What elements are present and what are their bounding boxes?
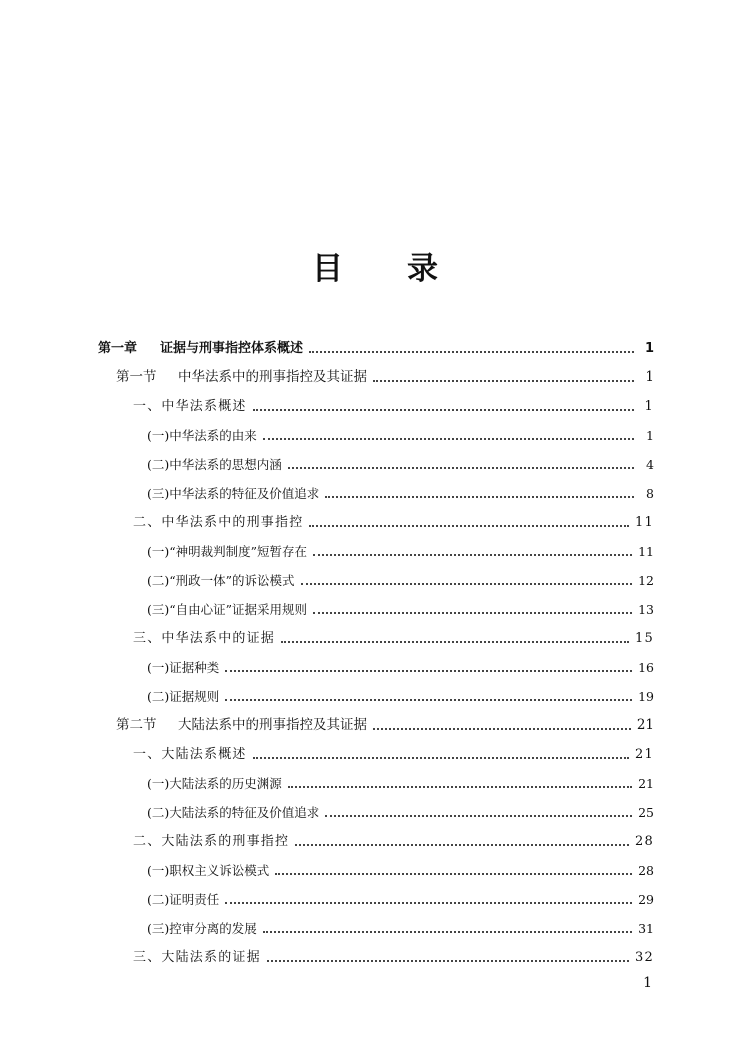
page-number: 1: [643, 975, 652, 991]
dot-leader: [225, 901, 632, 904]
dot-leader: [225, 669, 632, 672]
toc-entry-page: 21: [636, 717, 654, 733]
toc-entry-label: [147, 595, 307, 624]
dot-leader: [288, 785, 632, 788]
toc-entry-text: (三)控审分离的发展: [147, 921, 257, 936]
toc-entry[interactable]: [0, 740, 750, 769]
toc-entry[interactable]: [0, 450, 750, 479]
dot-leader: [373, 379, 634, 382]
toc-entry[interactable]: [0, 856, 750, 885]
toc-entry-text: (三)中华法系的特征及价值追求: [147, 486, 320, 501]
toc-entry-page: 31: [638, 921, 654, 936]
toc-entry[interactable]: [0, 421, 750, 450]
toc-entry-label: [98, 334, 303, 363]
dot-leader: [263, 930, 632, 933]
toc-entry[interactable]: [0, 711, 750, 740]
dot-leader: [313, 553, 632, 556]
toc-entry-label: [133, 392, 247, 421]
toc-entry-label: [147, 798, 319, 827]
toc-entry-text: (一)证据种类: [147, 660, 220, 675]
toc-entry-label: [147, 479, 319, 508]
toc-entry-label: [133, 740, 247, 769]
dot-leader: [281, 640, 629, 643]
toc-entry-page: 11: [638, 544, 654, 559]
toc-entry-text: (二)证明责任: [147, 892, 220, 907]
toc-entry[interactable]: [0, 885, 750, 914]
toc-entry-text: (一)中华法系的由来: [147, 428, 257, 443]
toc-entry-label: [133, 827, 289, 856]
toc-entry[interactable]: [0, 566, 750, 595]
dot-leader: [225, 698, 632, 701]
toc-entry-number: 第一节: [116, 369, 157, 385]
toc-entry-page: 4: [646, 457, 654, 472]
toc-entry-page: 28: [635, 834, 654, 849]
title-char-2: 录: [407, 251, 438, 287]
toc-entry-page: 12: [638, 573, 654, 588]
toc-entry[interactable]: [0, 943, 750, 972]
toc-entry-label: [147, 885, 219, 914]
toc-entry[interactable]: [0, 798, 750, 827]
toc-entry-label: [147, 537, 307, 566]
toc-entry-page: 21: [638, 776, 654, 791]
toc-entry-page: 15: [635, 631, 654, 646]
toc-entry[interactable]: [0, 827, 750, 856]
toc-entry-text: (三)“自由心证”证据采用规则: [147, 602, 308, 617]
dot-leader: [301, 582, 633, 585]
toc-entry-number: 第二节: [116, 717, 157, 733]
toc-entry-text: (一)大陆法系的历史渊源: [147, 776, 282, 791]
toc-entry-text: 二、大陆法系的刑事指控: [133, 834, 290, 849]
dot-leader: [253, 756, 629, 759]
dot-leader: [325, 495, 634, 498]
toc-entry[interactable]: [0, 769, 750, 798]
toc-entry-text: 证据与刑事指控体系概述: [160, 341, 304, 356]
toc-entry-page: 25: [638, 805, 654, 820]
toc-entry-label: [147, 421, 257, 450]
toc-entry[interactable]: [0, 537, 750, 566]
toc-entry[interactable]: [0, 624, 750, 653]
toc-entry-text: 二、中华法系中的刑事指控: [133, 515, 304, 530]
toc-entry-label: [147, 653, 219, 682]
toc-entry[interactable]: [0, 363, 750, 392]
dot-leader: [267, 959, 629, 962]
toc-entry-page: 8: [646, 486, 654, 501]
toc-entry[interactable]: [0, 914, 750, 943]
toc-entry[interactable]: [0, 595, 750, 624]
toc-entry-label: [147, 856, 269, 885]
toc-entry-text: 一、中华法系概述: [133, 399, 247, 414]
toc-entry[interactable]: [0, 653, 750, 682]
toc-entry-text: 中华法系中的刑事指控及其证据: [178, 369, 367, 385]
toc-entry-page: 1: [646, 428, 654, 443]
dot-leader: [253, 408, 634, 411]
toc-entry-text: (一)职权主义诉讼模式: [147, 863, 270, 878]
toc-entry[interactable]: [0, 392, 750, 421]
toc-entry-page: 28: [638, 863, 654, 878]
toc-entry-page: 1: [645, 369, 654, 385]
toc-entry-page: 19: [638, 689, 654, 704]
toc-entry-text: (二)证据规则: [147, 689, 220, 704]
toc-entry-text: 三、中华法系中的证据: [133, 631, 276, 646]
toc-entry-text: 一、大陆法系概述: [133, 747, 247, 762]
toc-entry-page: 32: [635, 950, 654, 965]
table-of-contents: [0, 334, 750, 972]
dot-leader: [309, 350, 634, 353]
page-title: [0, 243, 750, 288]
toc-entry[interactable]: [0, 479, 750, 508]
toc-entry-text: 大陆法系中的刑事指控及其证据: [178, 717, 367, 733]
toc-entry-label: [133, 508, 303, 537]
toc-entry-label: [147, 682, 219, 711]
dot-leader: [295, 843, 629, 846]
toc-entry-page: 11: [635, 515, 654, 530]
toc-entry-page: 29: [638, 892, 654, 907]
toc-entry-text: (一)“神明裁判制度”短暂存在: [147, 544, 308, 559]
toc-entry-label: [147, 769, 282, 798]
dot-leader: [288, 466, 634, 469]
dot-leader: [325, 814, 632, 817]
toc-entry-label: [147, 914, 257, 943]
toc-entry-label: [133, 624, 275, 653]
dot-leader: [309, 524, 629, 527]
toc-entry-text: 三、大陆法系的证据: [133, 950, 261, 965]
dot-leader: [373, 727, 631, 730]
toc-entry[interactable]: [0, 334, 750, 363]
toc-entry-page: 21: [635, 747, 654, 762]
toc-entry-page: 1: [644, 399, 654, 414]
dot-leader: [275, 872, 632, 875]
title-char-1: 目: [312, 251, 343, 287]
toc-entry-label: [116, 711, 367, 740]
toc-entry-label: [133, 943, 261, 972]
toc-entry-label: [116, 363, 367, 392]
toc-entry-number: 第一章: [98, 341, 138, 356]
toc-entry-label: [147, 566, 295, 595]
toc-entry-text: (二)“刑政一体”的诉讼模式: [147, 573, 295, 588]
dot-leader: [263, 437, 634, 440]
toc-entry-text: (二)中华法系的思想内涵: [147, 457, 282, 472]
toc-entry[interactable]: [0, 508, 750, 537]
toc-entry-page: 13: [638, 602, 654, 617]
toc-entry[interactable]: [0, 682, 750, 711]
dot-leader: [313, 611, 632, 614]
toc-entry-text: (二)大陆法系的特征及价值追求: [147, 805, 320, 820]
toc-entry-page: 1: [644, 341, 654, 356]
toc-entry-page: 16: [638, 660, 654, 675]
toc-entry-label: [147, 450, 282, 479]
